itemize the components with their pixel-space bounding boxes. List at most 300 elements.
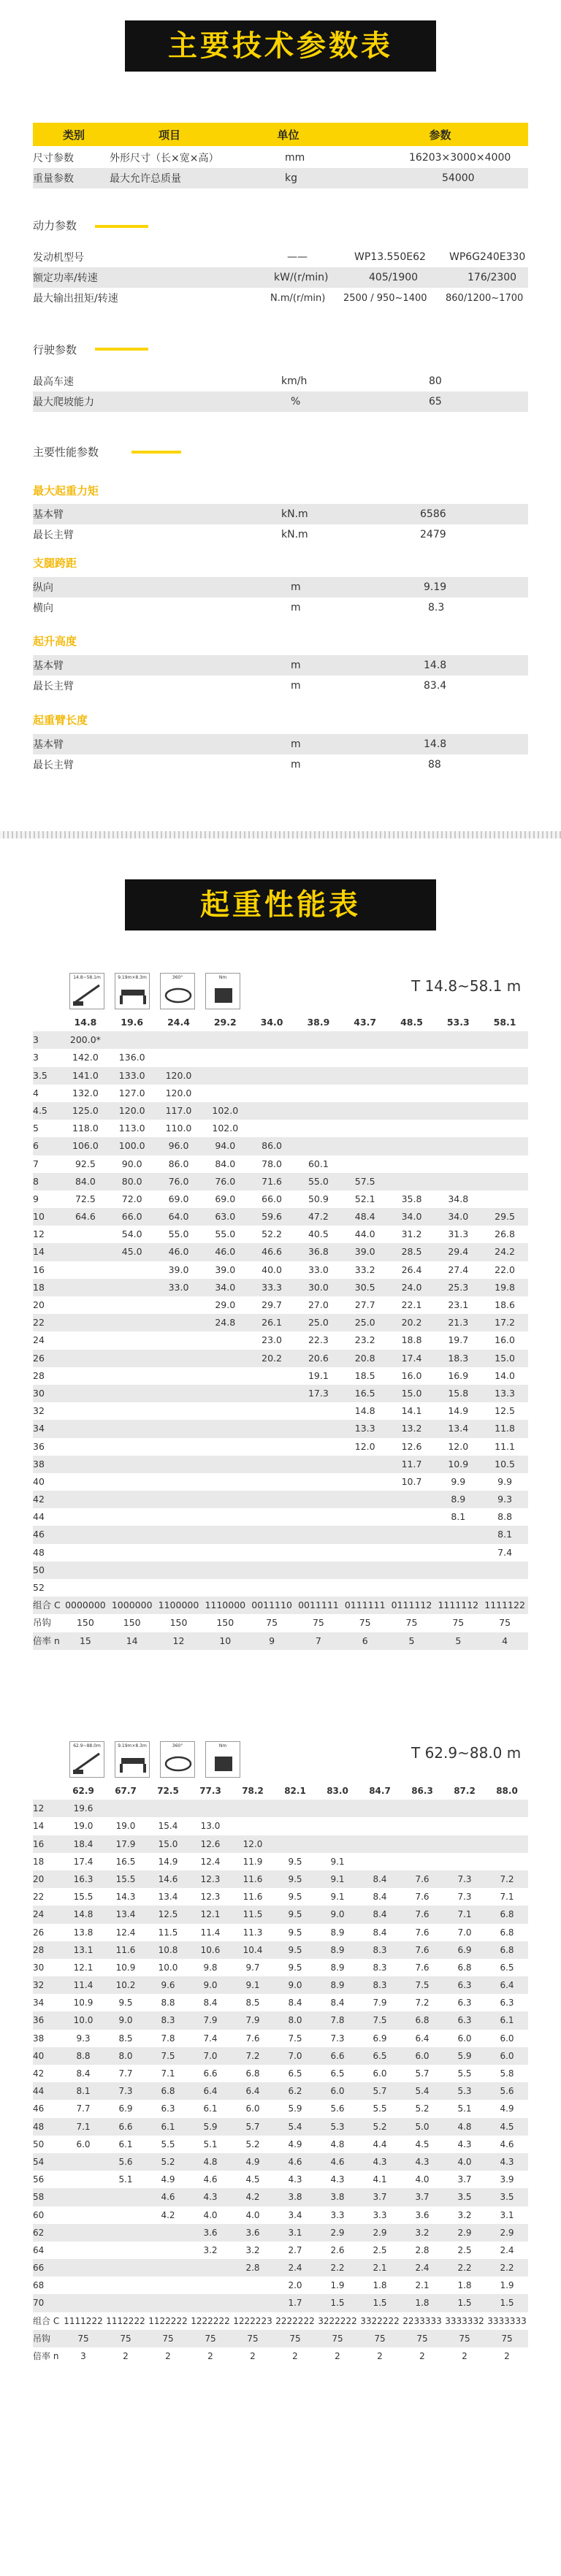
load-cell: 6.0	[457, 2033, 472, 2044]
load-cell: 22.0	[495, 1264, 515, 1275]
load-cell: 4.2	[245, 2192, 260, 2203]
load-cell: 5.6	[330, 2103, 345, 2114]
load-cell: 63.0	[215, 1211, 236, 1223]
row-label-cell: 组合 C	[33, 2315, 60, 2326]
load-cell: 2.1	[415, 2280, 430, 2291]
load-cell: 11.9	[243, 1856, 263, 1867]
load-cell: 5.5	[457, 2068, 472, 2079]
row-label-cell: 吊钩	[33, 2333, 51, 2344]
load-row	[33, 1350, 528, 1367]
load-cell: 9.5	[288, 1944, 302, 1955]
row-label-cell: 70	[33, 2298, 45, 2309]
boom-length-icon	[69, 973, 104, 1009]
load-cell: 6.3	[161, 2103, 175, 2114]
load-cell: 6.0	[373, 2068, 387, 2079]
load-cell: 75	[405, 1617, 418, 1629]
icon-caption: 360°	[172, 975, 183, 980]
load-row	[33, 2030, 528, 2047]
load-cell: 13.0	[200, 1821, 221, 1832]
power-value-2: 176/2300	[468, 272, 517, 283]
load-row	[33, 1906, 528, 1923]
load-cell: 75	[77, 2333, 89, 2344]
load-cell: 3.5	[457, 2192, 472, 2203]
icon-caption: Nm	[218, 1743, 227, 1748]
power-value-1: 2500 / 950~1400	[343, 292, 427, 304]
load-cell: 18.4	[73, 1838, 94, 1849]
load-cell: 77.3	[199, 1786, 221, 1796]
row-label-cell: 倍率 n	[33, 1635, 60, 1646]
load-cell: 2.9	[500, 2227, 514, 2238]
perf-item: 最长主臂	[33, 530, 74, 541]
load-cell: 150	[169, 1617, 188, 1629]
load-cell: 7.5	[161, 2050, 175, 2061]
load-cell: 6.3	[457, 1980, 472, 1991]
load-cell: 0000000	[65, 1600, 106, 1611]
load-cell: 3.9	[500, 2174, 514, 2185]
spec-item: 外形尺寸（长×宽×高）	[110, 153, 219, 164]
load-row	[33, 1438, 528, 1456]
load-cell: 52.1	[354, 1193, 375, 1204]
load-cell: 29.0	[215, 1299, 236, 1310]
spec-row	[33, 148, 528, 168]
load-cell: 14.8	[354, 1405, 375, 1417]
perf-value: 14.8	[424, 738, 447, 750]
row-label-cell: 倍率 n	[33, 2351, 59, 2361]
load-cell: 10.5	[495, 1458, 515, 1469]
load-cell: 20.6	[308, 1352, 329, 1364]
load-cell: 12.4	[115, 1927, 136, 1938]
load-cell: 5.1	[203, 2139, 218, 2149]
load-cell: 9.0	[118, 2015, 133, 2026]
load-cell: 6.0	[76, 2139, 91, 2149]
load-cell: 2.5	[373, 2244, 387, 2255]
load-cell: 12.5	[495, 1405, 515, 1417]
row-label-cell: 26	[33, 1927, 45, 1938]
perf-value: 83.4	[424, 680, 447, 692]
load-cell: 7.6	[415, 1944, 430, 1955]
load-cell: 6.4	[245, 2086, 260, 2097]
load-cell: 117.0	[165, 1104, 192, 1116]
load-cell: 10.6	[200, 1944, 221, 1955]
load-cell: 29.4	[448, 1246, 469, 1258]
load-row	[33, 1544, 528, 1562]
load-cell: 15.5	[115, 1873, 136, 1884]
load-row	[33, 1155, 528, 1173]
load-cell: 106.0	[72, 1140, 99, 1152]
load-row	[33, 2171, 528, 2188]
load-cell: 2	[292, 2351, 298, 2361]
load-cell: 34.0	[448, 1211, 469, 1223]
load-cell: 8.3	[161, 2015, 175, 2026]
load-cell: 36.8	[308, 1246, 329, 1258]
load-cell: 9.5	[288, 1962, 302, 1973]
load-cell: 125.0	[72, 1104, 99, 1116]
load-cell: 87.2	[454, 1786, 476, 1796]
load-cell: 1110000	[205, 1600, 246, 1611]
perf-item: 纵向	[33, 582, 53, 594]
load-row	[33, 1924, 528, 1941]
combo-row	[33, 2312, 528, 2330]
load-cell: 6.6	[203, 2068, 218, 2079]
load-cell: 67.7	[115, 1786, 137, 1796]
row-label-cell: 4	[33, 1087, 39, 1098]
load-row	[33, 2136, 528, 2153]
drive-unit: km/h	[281, 375, 308, 387]
load-cell: 25.0	[354, 1317, 375, 1329]
row-label-cell: 50	[33, 2139, 45, 2149]
perf-row	[33, 655, 528, 676]
load-cell: 2222222	[275, 2315, 315, 2326]
load-cell: 15	[79, 1635, 91, 1646]
load-table-1-range: T 14.8~58.1 m	[411, 977, 522, 995]
perf-row	[33, 577, 528, 597]
perf-item: 基本臂	[33, 739, 64, 751]
load-cell: 3.6	[415, 2209, 430, 2220]
load-cell: 4.3	[457, 2139, 472, 2149]
load-cell: 23.0	[262, 1334, 282, 1346]
row-label-cell: 22	[33, 1892, 45, 1903]
load-cell: 9.1	[330, 1892, 345, 1903]
load-cell: 55.0	[168, 1228, 189, 1240]
load-cell: 2	[207, 2351, 213, 2361]
load-cell: 24.4	[167, 1017, 190, 1028]
load-cell: 3.2	[203, 2244, 218, 2255]
load-cell: 8.9	[330, 1980, 345, 1991]
row-label-cell: 14	[33, 1246, 45, 1258]
row-label-cell: 16	[33, 1264, 45, 1275]
load-cell: 6.6	[118, 2121, 133, 2132]
load-cell: 9.5	[118, 1998, 133, 2009]
rotation-icon	[160, 973, 195, 1009]
load-cell: 16.9	[448, 1369, 469, 1381]
load-cell: 9.1	[330, 1873, 345, 1884]
load-cell: 8.5	[245, 1998, 260, 2009]
row-label-cell: 12	[33, 1228, 45, 1240]
load-cell: 1.5	[500, 2298, 514, 2309]
row-label-cell: 46	[33, 2103, 45, 2114]
load-row	[33, 1226, 528, 1243]
load-cell: 12.0	[448, 1440, 469, 1452]
load-cell: 7.6	[415, 1873, 430, 1884]
load-cell: 6.2	[288, 2086, 302, 2097]
load-row	[33, 2224, 528, 2241]
load-cell: 31.2	[401, 1228, 422, 1240]
drive-row	[33, 371, 528, 391]
load-cell: 7.5	[415, 1980, 430, 1991]
ratio-row	[33, 2347, 528, 2365]
load-cell: 14.0	[495, 1369, 515, 1381]
load-cell: 8.4	[373, 1873, 387, 1884]
load-cell: 4.1	[373, 2174, 387, 2185]
perf-value: 8.3	[428, 602, 445, 614]
load-cell: 76.0	[215, 1175, 236, 1187]
icon-caption: 9.19m×8.3m	[118, 975, 147, 980]
row-label-cell: 68	[33, 2280, 45, 2291]
row-label-cell: 36	[33, 1440, 45, 1452]
row-label-cell: 62	[33, 2227, 45, 2238]
row-label-cell: 24	[33, 1334, 45, 1346]
outrigger-span-icon	[115, 1741, 150, 1778]
load-cell: 11.7	[401, 1458, 422, 1469]
load-table-1	[33, 1014, 528, 1650]
load-row	[33, 2065, 528, 2082]
ratio-row	[33, 1632, 528, 1650]
load-cell: 5.6	[500, 2086, 514, 2097]
perf-item: 横向	[33, 603, 53, 614]
load-cell: 14.9	[448, 1405, 469, 1417]
load-cell: 12	[172, 1635, 185, 1646]
load-cell: 4.5	[415, 2139, 430, 2149]
load-cell: 8.1	[451, 1511, 466, 1523]
row-label-cell: 56	[33, 2174, 45, 2185]
load-row	[33, 1526, 528, 1543]
load-cell: 8.5	[118, 2033, 133, 2044]
header-category: 类别	[62, 128, 85, 142]
perf-value: 6586	[420, 508, 446, 520]
row-label-cell: 7	[33, 1158, 39, 1169]
perf-row	[33, 524, 528, 545]
load-cell: 4.2	[161, 2209, 175, 2220]
load-cell: 113.0	[118, 1123, 145, 1134]
load-cell: 1222223	[233, 2315, 272, 2326]
load-cell: 7.1	[457, 1909, 472, 1920]
counterweight-icon	[205, 973, 240, 1009]
load-cell: 8.3	[373, 1962, 387, 1973]
row-label-cell: 吊钩	[33, 1617, 52, 1629]
load-cell: 33.3	[262, 1281, 282, 1293]
load-cell: 6.6	[330, 2050, 345, 2061]
load-cell: 133.0	[118, 1069, 145, 1081]
load-cell: 6.5	[373, 2050, 387, 2061]
load-header-row	[33, 1782, 528, 1800]
section-title-power: 动力参数	[33, 219, 77, 232]
spec-value: 54000	[442, 172, 475, 184]
drive-value: 80	[429, 375, 442, 387]
load-cell: 11.6	[243, 1892, 263, 1903]
load-cell: 0011111	[298, 1600, 339, 1611]
load-row	[33, 1031, 528, 1049]
load-cell: 9.6	[161, 1980, 175, 1991]
load-row	[33, 2277, 528, 2294]
load-cell: 4.5	[500, 2121, 514, 2132]
load-cell: 75	[162, 2333, 174, 2344]
load-cell: 10.0	[73, 2015, 94, 2026]
load-cell: 86.3	[411, 1786, 433, 1796]
load-cell: 7.3	[457, 1873, 472, 1884]
load-cell: 120.0	[118, 1104, 145, 1116]
load-row	[33, 2118, 528, 2136]
load-row	[33, 1120, 528, 1137]
perf-item: 基本臂	[33, 660, 64, 672]
load-cell: 3	[80, 2351, 86, 2361]
load-cell: 33.2	[354, 1264, 375, 1275]
load-cell: 6.8	[500, 1944, 514, 1955]
row-label-cell: 16	[33, 1838, 45, 1849]
load-row	[33, 2153, 528, 2171]
load-cell: 2	[250, 2351, 256, 2361]
load-cell: 150	[123, 1617, 141, 1629]
load-cell: 44.0	[354, 1228, 375, 1240]
load-cell: 10.4	[243, 1944, 263, 1955]
load-cell: 12.0	[243, 1838, 263, 1849]
load-cell: 150	[76, 1617, 94, 1629]
load-cell: 5.7	[373, 2086, 387, 2097]
load-cell: 4.3	[500, 2156, 514, 2167]
load-cell: 5.7	[415, 2068, 430, 2079]
load-cell: 2.2	[330, 2263, 345, 2274]
load-cell: 7.6	[415, 1892, 430, 1903]
load-cell: 38.9	[307, 1017, 330, 1028]
load-cell: 16.5	[354, 1387, 375, 1399]
load-row	[33, 1994, 528, 2011]
load-cell: 5.3	[330, 2121, 345, 2132]
load-cell: 2	[504, 2351, 510, 2361]
load-cell: 22.3	[308, 1334, 329, 1346]
load-cell: 19.0	[73, 1821, 94, 1832]
icon-caption: 14.8~58.1m	[73, 975, 101, 980]
load-cell: 7.9	[203, 2015, 218, 2026]
load-cell: 10.7	[401, 1475, 422, 1487]
load-row	[33, 1102, 528, 1120]
load-cell: 66.0	[262, 1193, 282, 1204]
load-cell: 9.5	[288, 1873, 302, 1884]
row-label-cell: 20	[33, 1299, 45, 1310]
section-title-perf: 主要性能参数	[33, 446, 99, 459]
load-cell: 12.3	[200, 1892, 221, 1903]
load-cell: 75	[247, 2333, 259, 2344]
load-cell: 2.6	[330, 2244, 345, 2255]
load-row	[33, 2011, 528, 2029]
row-label-cell: 30	[33, 1387, 45, 1399]
load-cell: 1222222	[191, 2315, 230, 2326]
load-cell: 3322222	[360, 2315, 400, 2326]
load-cell: 24.8	[215, 1317, 236, 1329]
boom-length-icon	[69, 1741, 104, 1778]
load-cell: 33.0	[168, 1281, 189, 1293]
load-cell: 17.3	[308, 1387, 329, 1399]
load-cell: 8.4	[373, 1909, 387, 1920]
row-label-cell: 3.5	[33, 1069, 47, 1081]
load-cell: 14.1	[401, 1405, 422, 1417]
load-row	[33, 2206, 528, 2224]
load-cell: 8.9	[330, 1944, 345, 1955]
load-cell: 9	[269, 1635, 275, 1646]
load-cell: 3333333	[487, 2315, 527, 2326]
load-cell: 2.9	[457, 2227, 472, 2238]
load-cell: 142.0	[72, 1052, 99, 1063]
load-cell: 7.6	[245, 2033, 260, 2044]
load-cell: 8.8	[76, 2050, 91, 2061]
load-cell: 1111122	[484, 1600, 525, 1611]
load-cell: 3.8	[288, 2192, 302, 2203]
load-cell: 57.5	[354, 1175, 375, 1187]
counterweight-icon	[205, 1741, 240, 1778]
load-cell: 7.4	[497, 1546, 513, 1558]
drive-row	[33, 391, 528, 412]
load-cell: 6.8	[415, 2015, 430, 2026]
icon-caption: 9.19m×8.3m	[118, 1743, 147, 1748]
load-cell: 7	[315, 1635, 321, 1646]
load-cell: 5.5	[373, 2103, 387, 2114]
icon-caption: 360°	[172, 1743, 183, 1748]
load-cell: 8.4	[330, 1998, 345, 2009]
load-row	[33, 1473, 528, 1491]
load-cell: 39.0	[168, 1264, 189, 1275]
load-cell: 13.4	[158, 1892, 178, 1903]
load-cell: 4.0	[457, 2156, 472, 2167]
load-cell: 47.2	[308, 1211, 329, 1223]
load-cell: 17.4	[401, 1352, 422, 1364]
load-cell: 17.4	[73, 1856, 94, 1867]
load-cell: 3.4	[288, 2209, 302, 2220]
power-row	[33, 267, 528, 288]
load-cell: 13.2	[401, 1423, 422, 1434]
perf-unit: kN.m	[281, 529, 308, 540]
load-cell: 7.9	[245, 2015, 260, 2026]
load-cell: 3333332	[445, 2315, 484, 2326]
perf-row	[33, 676, 528, 696]
load-cell: 5.9	[203, 2121, 218, 2132]
perf-item: 最长主臂	[33, 681, 74, 692]
load-cell: 4.3	[415, 2156, 430, 2167]
load-cell: 16.5	[115, 1856, 136, 1867]
power-item: 最大输出扭矩/转速	[33, 293, 118, 305]
load-cell: 6.4	[415, 2033, 430, 2044]
load-cell: 16.0	[495, 1334, 515, 1346]
load-header-row	[33, 1014, 528, 1031]
load-cell: 9.0	[288, 1980, 302, 1991]
load-cell: 6.5	[288, 2068, 302, 2079]
load-cell: 12.6	[401, 1440, 422, 1452]
load-row	[33, 1562, 528, 1579]
row-label-cell: 48	[33, 2121, 45, 2132]
load-cell: 2	[419, 2351, 425, 2361]
load-cell: 75	[359, 1617, 371, 1629]
load-cell: 53.3	[446, 1017, 470, 1028]
load-cell: 92.5	[75, 1158, 96, 1169]
load-row	[33, 1941, 528, 1959]
load-cell: 22.1	[401, 1299, 422, 1310]
load-cell: 102.0	[212, 1104, 239, 1116]
load-cell: 6.0	[500, 2050, 514, 2061]
load-cell: 76.0	[168, 1175, 189, 1187]
load-cell: 7.3	[330, 2033, 345, 2044]
load-cell: 66.0	[121, 1211, 142, 1223]
load-cell: 43.7	[354, 1017, 377, 1028]
row-label-cell: 5	[33, 1123, 39, 1134]
load-cell: 11.5	[158, 1927, 178, 1938]
row-label-cell: 38	[33, 2033, 45, 2044]
load-cell: 25.0	[308, 1317, 329, 1329]
perf-item: 最长主臂	[33, 760, 74, 771]
load-cell: 11.4	[200, 1927, 221, 1938]
load-cell: 1.7	[288, 2298, 302, 2309]
load-cell: 69.0	[215, 1193, 236, 1204]
load-cell: 120.0	[165, 1087, 192, 1098]
load-cell: 12.5	[158, 1909, 178, 1920]
load-row	[33, 1137, 528, 1155]
load-cell: 7.4	[203, 2033, 218, 2044]
load-cell: 17.9	[115, 1838, 136, 1849]
load-cell: 26.4	[401, 1264, 422, 1275]
row-label-cell: 30	[33, 1962, 45, 1973]
load-cell: 15.4	[158, 1821, 178, 1832]
load-cell: 6.9	[457, 1944, 472, 1955]
load-cell: 17.2	[495, 1317, 515, 1329]
load-cell: 4.3	[330, 2174, 345, 2185]
load-cell: 10.2	[115, 1980, 136, 1991]
load-cell: 19.6	[73, 1803, 94, 1814]
